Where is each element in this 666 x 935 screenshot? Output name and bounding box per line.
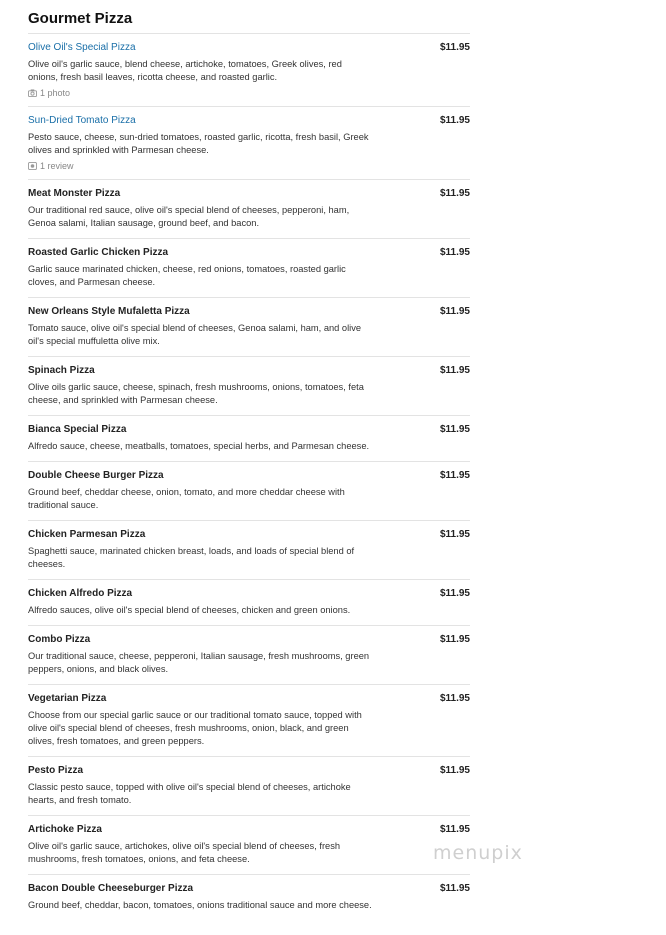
menu-item (28, 238, 470, 297)
item-meta-link[interactable] (28, 88, 470, 98)
item-price: $11.95 (439, 470, 470, 481)
item-name: Pesto Pizza (28, 765, 84, 776)
item-name: Bianca Special Pizza (28, 424, 127, 435)
item-price: $11.95 (439, 247, 470, 258)
item-name: Artichoke Pizza (28, 824, 102, 835)
menu-item (28, 415, 470, 461)
item-price: $11.95 (439, 529, 470, 540)
menu-item (28, 874, 470, 920)
page-title: Gourmet Pizza (28, 10, 133, 27)
watermark: menupix (433, 842, 523, 864)
menu-item (28, 297, 470, 356)
item-price: $11.95 (439, 824, 470, 835)
camera-icon (28, 89, 37, 97)
item-meta-label: 1 photo (40, 88, 71, 98)
item-name: Vegetarian Pizza (28, 693, 107, 704)
menu-item (28, 815, 470, 874)
item-price: $11.95 (439, 42, 470, 53)
item-description: Spaghetti sauce, marinated chicken breast, loads, and loads of special blend of cheeses. (28, 546, 355, 569)
item-description: Our traditional red sauce, olive oil's special blend of cheeses, pepperoni, ham, Genoa salami, Italian sausage, ground beef, and bacon. (28, 205, 350, 228)
item-description: Garlic sauce marinated chicken, cheese, red onions, tomatoes, roasted garlic cloves, and Parmesan cheese. (28, 264, 346, 287)
item-price: $11.95 (439, 365, 470, 376)
menu-item (28, 756, 470, 815)
item-price: $11.95 (439, 188, 470, 199)
menu-item (28, 356, 470, 415)
item-meta-label: 1 review (40, 161, 74, 171)
item-price: $11.95 (439, 424, 470, 435)
item-description: Ground beef, cheddar cheese, onion, tomato, and more cheddar cheese with traditional sauce. (28, 487, 345, 510)
item-name-link[interactable]: Olive Oil's Special Pizza (28, 42, 136, 53)
item-price: $11.95 (439, 883, 470, 894)
menu-item (28, 461, 470, 520)
item-description: Classic pesto sauce, topped with olive oil's special blend of cheeses, artichoke hearts, and fresh tomato. (28, 782, 351, 805)
item-name: New Orleans Style Mufaletta Pizza (28, 306, 190, 317)
item-description: Olive oil's garlic sauce, blend cheese, artichoke, tomatoes, Greek olives, red onions, fresh basil leaves, ricotta cheese, and roasted garlic. (28, 59, 342, 82)
item-description: Choose from our special garlic sauce or our traditional tomato sauce, topped with olive oil's special blend of cheeses, fresh mushrooms, onion, black, and green olives, fresh tomatoes, and green peppers. (28, 710, 362, 746)
item-meta-link[interactable] (28, 161, 470, 171)
item-price: $11.95 (439, 588, 470, 599)
item-name: Chicken Parmesan Pizza (28, 529, 146, 540)
item-description: Pesto sauce, cheese, sun-dried tomatoes, roasted garlic, ricotta, fresh basil, Greek olives and sprinkled with Parmesan cheese. (28, 132, 369, 155)
item-price: $11.95 (439, 634, 470, 645)
item-description: Our traditional sauce, cheese, pepperoni, Italian sausage, fresh mushrooms, green peppers, onions, and black olives. (28, 651, 370, 674)
menu-item (28, 625, 470, 684)
menu-item (28, 520, 470, 579)
item-name: Roasted Garlic Chicken Pizza (28, 247, 169, 258)
item-name: Double Cheese Burger Pizza (28, 470, 164, 481)
menu-item[interactable] (28, 33, 470, 106)
menu-item[interactable] (28, 106, 470, 179)
menu-item (28, 179, 470, 238)
item-name: Chicken Alfredo Pizza (28, 588, 133, 599)
item-price: $11.95 (439, 306, 470, 317)
item-description: Olive oil's garlic sauce, artichokes, olive oil's special blend of cheeses, fresh mushrooms, fresh tomatoes, onions, and feta cheese. (28, 841, 341, 864)
item-price: $11.95 (439, 115, 470, 126)
menu-item (28, 579, 470, 625)
item-description: Alfredo sauces, olive oil's special blend of cheeses, chicken and green onions. (28, 605, 351, 615)
item-description: Tomato sauce, olive oil's special blend of cheeses, Genoa salami, ham, and olive oil's special muffuletta olive mix. (28, 323, 362, 346)
review-icon (28, 162, 37, 170)
item-price: $11.95 (439, 693, 470, 704)
item-price: $11.95 (439, 765, 470, 776)
menu-list (28, 33, 470, 920)
item-description: Ground beef, cheddar, bacon, tomatoes, onions traditional sauce and more cheese. (28, 900, 372, 910)
item-name-link[interactable]: Sun-Dried Tomato Pizza (28, 115, 136, 126)
item-name: Bacon Double Cheeseburger Pizza (28, 883, 194, 894)
menu-item (28, 684, 470, 756)
item-description: Olive oils garlic sauce, cheese, spinach, fresh mushrooms, onions, tomatoes, feta cheese, and sprinkled with Parmesan cheese. (28, 382, 364, 405)
item-name: Combo Pizza (28, 634, 91, 645)
item-description: Alfredo sauce, cheese, meatballs, tomatoes, special herbs, and Parmesan cheese. (28, 441, 370, 451)
item-name: Meat Monster Pizza (28, 188, 121, 199)
item-name: Spinach Pizza (28, 365, 95, 376)
